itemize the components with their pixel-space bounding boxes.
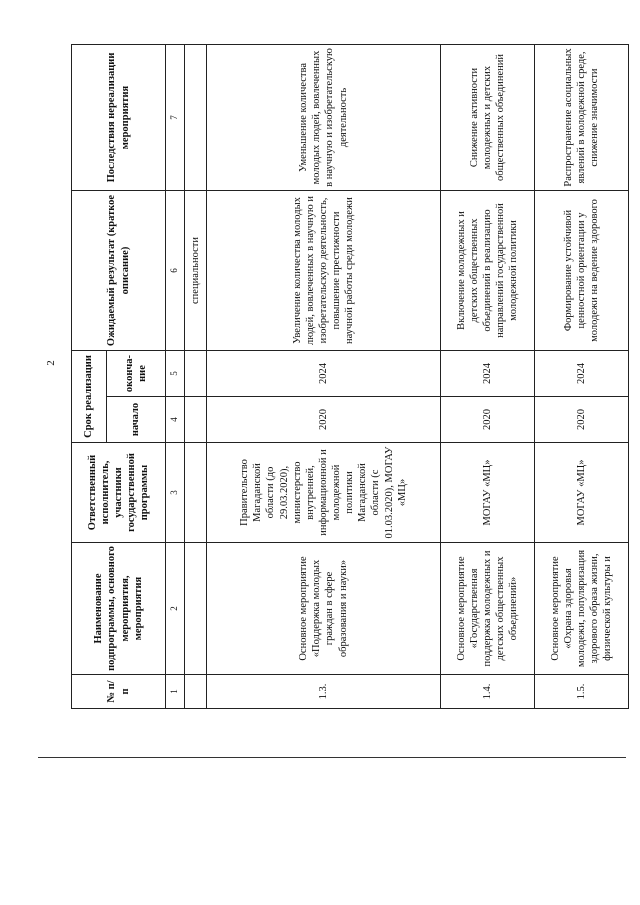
row-result: Включение молодежных и детских общественных объединений в реализацию направлений государственной молодежной политики bbox=[440, 191, 534, 351]
table-cell bbox=[185, 543, 207, 675]
continuation-cell: специальности bbox=[185, 191, 207, 351]
table-cell bbox=[185, 443, 207, 543]
row-end: 2024 bbox=[534, 351, 628, 397]
table-cell bbox=[185, 45, 207, 191]
row-responsible: Правительство Магаданской области (до 29.03.2020), министерство внутренней, информационной и молодежной политики Магаданской области (с 01.03.2020), МОГАУ «МЦ» bbox=[207, 443, 441, 543]
table-cell bbox=[185, 351, 207, 397]
row-responsible: МОГАУ «МЦ» bbox=[440, 443, 534, 543]
header-start: начало bbox=[106, 397, 166, 443]
row-consequences: Снижение активности молодежных и детских общественных объединений bbox=[440, 45, 534, 191]
header-term: Срок реализации bbox=[72, 351, 107, 443]
measures-table bbox=[71, 44, 629, 709]
row-num: 1.5. bbox=[534, 675, 628, 709]
row-end: 2024 bbox=[440, 351, 534, 397]
row-name: Основное мероприятие «Государственная поддержка молодежных и детских общественных объединений» bbox=[440, 543, 534, 675]
page-number: 2 bbox=[44, 360, 57, 366]
header-consequences: Последствия нереализации мероприятия bbox=[72, 45, 166, 191]
header-num: № п/п bbox=[72, 675, 166, 709]
table-row bbox=[207, 45, 441, 709]
row-num: 1.3. bbox=[207, 675, 441, 709]
index-cell: 7 bbox=[166, 45, 185, 191]
index-cell: 5 bbox=[166, 351, 185, 397]
header-result: Ожидаемый результат (краткое описание) bbox=[72, 191, 166, 351]
row-consequences: Распространение асоциальных явлений в молодежной среде, снижение значимости bbox=[534, 45, 628, 191]
row-result: Увеличение количества молодых людей, вовлеченных в научную и изобретательскую деятельность, повышение престижности научной работы среди молодежи bbox=[207, 191, 441, 351]
header-end: оконча-ние bbox=[106, 351, 166, 397]
row-start: 2020 bbox=[534, 397, 628, 443]
row-start: 2020 bbox=[207, 397, 441, 443]
header-responsible: Ответственный исполнитель, участники государственной программы bbox=[72, 443, 166, 543]
row-name: Основное мероприятие «Поддержка молодых граждан в сфере образования и науки» bbox=[207, 543, 441, 675]
index-cell: 1 bbox=[166, 675, 185, 709]
index-cell: 2 bbox=[166, 543, 185, 675]
table-cell bbox=[185, 675, 207, 709]
rotated-table-container bbox=[71, 45, 629, 709]
index-cell: 3 bbox=[166, 443, 185, 543]
table-cell bbox=[185, 397, 207, 443]
row-end: 2024 bbox=[207, 351, 441, 397]
row-consequences: Уменьшение количества молодых людей, вовлеченных в научную и изобретательскую деятельность bbox=[207, 45, 441, 191]
table-row bbox=[440, 45, 534, 709]
row-name: Основное мероприятие «Охрана здоровья молодежи, популяризация здорового образа жизни, физической культуры и bbox=[534, 543, 628, 675]
index-cell: 4 bbox=[166, 397, 185, 443]
header-name: Наименование подпрограммы, основного мероприятия, мероприятия bbox=[72, 543, 166, 675]
row-num: 1.4. bbox=[440, 675, 534, 709]
row-result: Формирование устойчивой ценностной ориентации у молодежи на ведение здорового bbox=[534, 191, 628, 351]
row-start: 2020 bbox=[440, 397, 534, 443]
row-responsible: МОГАУ «МЦ» bbox=[534, 443, 628, 543]
table-row bbox=[534, 45, 628, 709]
index-cell: 6 bbox=[166, 191, 185, 351]
horizontal-rule bbox=[38, 757, 626, 758]
